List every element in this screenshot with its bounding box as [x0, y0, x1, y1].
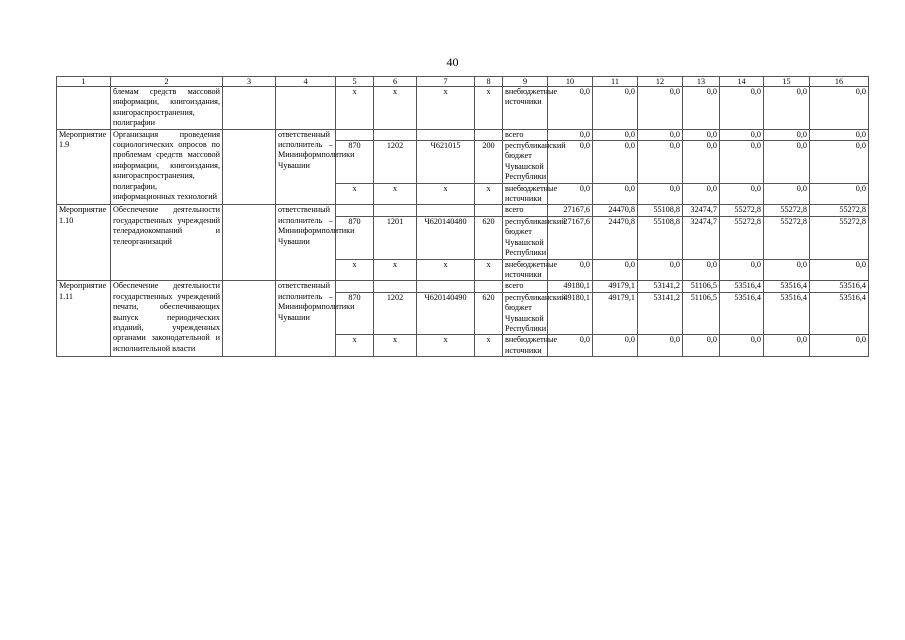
code-cell-5: x	[336, 183, 374, 205]
value-cell-12: 53141,2	[638, 292, 683, 335]
column-number-1: 1	[57, 77, 111, 87]
value-cell-16: 0,0	[810, 129, 869, 140]
code-cell-8: x	[475, 335, 503, 357]
code-cell-8: 200	[475, 141, 503, 184]
value-cell-13: 0,0	[683, 335, 720, 357]
column-number-2: 2	[111, 77, 223, 87]
activity-label-cell: Мероприятие 1.9	[57, 129, 111, 205]
funding-source-cell: республиканский бюджет Чувашской Республики	[503, 292, 548, 335]
executor-cell: ответственный исполнитель – Мининформполитики Чувашии	[276, 281, 336, 357]
value-cell-13: 0,0	[683, 141, 720, 184]
activity-name-cell: Организация проведения социологических опросов по проблемам средств массовой информации, книгоиздания, книгораспространения, полиграфии, информационных технологий	[111, 129, 223, 205]
activity-label-cell: Мероприятие 1.11	[57, 281, 111, 357]
activity-name-cell: Обеспечение деятельности государственных учреждений печати, обеспечивающих выпуск периодических изданий, учрежденных органами законодательной и исполнительной власти	[111, 281, 223, 357]
value-cell-11: 0,0	[593, 183, 638, 205]
column-number-8: 8	[475, 77, 503, 87]
value-cell-13: 0,0	[683, 183, 720, 205]
activity-row	[57, 129, 869, 140]
column-number-11: 11	[593, 77, 638, 87]
value-cell-10: 0,0	[548, 183, 593, 205]
value-cell-11: 24470,8	[593, 205, 638, 216]
funding-source-cell: внебюджетные источники	[503, 183, 548, 205]
funding-source-cell: внебюджетные источники	[503, 87, 548, 130]
code-cell-5	[336, 205, 374, 216]
code-cell-7	[417, 205, 475, 216]
value-cell-10: 0,0	[548, 335, 593, 357]
value-cell-16: 0,0	[810, 259, 869, 281]
code-cell-8: x	[475, 183, 503, 205]
value-cell-16: 0,0	[810, 335, 869, 357]
value-cell-13: 32474,7	[683, 205, 720, 216]
code-cell-7	[417, 129, 475, 140]
value-cell-11: 0,0	[593, 141, 638, 184]
code-cell-8: 620	[475, 216, 503, 259]
code-cell-8: x	[475, 259, 503, 281]
value-cell-11: 49179,1	[593, 292, 638, 335]
value-cell-15: 55272,8	[764, 205, 810, 216]
column-number-14: 14	[720, 77, 764, 87]
code-cell-7: x	[417, 87, 475, 130]
activity-name-cell: блемам средств массовой информации, книгоиздания, книгораспространения, полиграфии	[111, 87, 223, 130]
code-cell-6: 1202	[374, 292, 417, 335]
value-cell-15: 0,0	[764, 259, 810, 281]
code-cell-7: Ч620140480	[417, 216, 475, 259]
code-cell-6	[374, 129, 417, 140]
code-cell-7: Ч621015	[417, 141, 475, 184]
value-cell-11: 0,0	[593, 259, 638, 281]
value-cell-14: 53516,4	[720, 292, 764, 335]
activity-row	[57, 205, 869, 216]
value-cell-15: 0,0	[764, 129, 810, 140]
value-cell-15: 0,0	[764, 141, 810, 184]
code-cell-8: x	[475, 87, 503, 130]
funding-source-cell: республиканский бюджет Чувашской Республики	[503, 216, 548, 259]
empty-cell-3	[223, 87, 276, 130]
value-cell-10: 27167,6	[548, 205, 593, 216]
column-number-12: 12	[638, 77, 683, 87]
executor-cell	[276, 87, 336, 130]
funding-source-cell: всего	[503, 205, 548, 216]
value-cell-15: 53516,4	[764, 292, 810, 335]
funding-source-cell: внебюджетные источники	[503, 259, 548, 281]
column-number-7: 7	[417, 77, 475, 87]
value-cell-10: 27167,6	[548, 216, 593, 259]
column-number-3: 3	[223, 77, 276, 87]
funding-source-cell: республиканский бюджет Чувашской Республики	[503, 141, 548, 184]
value-cell-11: 0,0	[593, 129, 638, 140]
column-number-15: 15	[764, 77, 810, 87]
code-cell-8	[475, 205, 503, 216]
code-cell-8	[475, 129, 503, 140]
code-cell-6: 1202	[374, 141, 417, 184]
code-cell-6: x	[374, 87, 417, 130]
column-number-5: 5	[336, 77, 374, 87]
code-cell-5	[336, 281, 374, 292]
value-cell-14: 0,0	[720, 129, 764, 140]
code-cell-6	[374, 205, 417, 216]
value-cell-11: 0,0	[593, 87, 638, 130]
code-cell-7	[417, 281, 475, 292]
value-cell-14: 55272,8	[720, 205, 764, 216]
value-cell-11: 24470,8	[593, 216, 638, 259]
code-cell-8	[475, 281, 503, 292]
code-cell-7: x	[417, 335, 475, 357]
code-cell-5: x	[336, 335, 374, 357]
value-cell-12: 0,0	[638, 129, 683, 140]
value-cell-14: 0,0	[720, 141, 764, 184]
code-cell-7: Ч620140490	[417, 292, 475, 335]
value-cell-15: 0,0	[764, 87, 810, 130]
value-cell-12: 0,0	[638, 335, 683, 357]
value-cell-12: 0,0	[638, 259, 683, 281]
code-cell-5: x	[336, 87, 374, 130]
executor-cell: ответственный исполнитель – Мининформполитики Чувашии	[276, 129, 336, 205]
empty-cell-3	[223, 205, 276, 281]
column-number-6: 6	[374, 77, 417, 87]
value-cell-14: 0,0	[720, 87, 764, 130]
value-cell-13: 51106,5	[683, 292, 720, 335]
value-cell-15: 53516,4	[764, 281, 810, 292]
column-number-row	[57, 77, 869, 87]
value-cell-14: 55272,8	[720, 216, 764, 259]
value-cell-16: 55272,8	[810, 216, 869, 259]
value-cell-10: 0,0	[548, 129, 593, 140]
funding-source-cell: внебюджетные источники	[503, 335, 548, 357]
activity-label-cell	[57, 87, 111, 130]
value-cell-16: 53516,4	[810, 281, 869, 292]
activity-name-cell: Обеспечение деятельности государственных учреждений телерадиокомпаний и телеорганизаций	[111, 205, 223, 281]
value-cell-16: 0,0	[810, 87, 869, 130]
continuation-row	[57, 87, 869, 130]
value-cell-12: 0,0	[638, 87, 683, 130]
value-cell-14: 0,0	[720, 259, 764, 281]
value-cell-15: 0,0	[764, 335, 810, 357]
page-number: 40	[446, 55, 459, 69]
empty-cell-3	[223, 281, 276, 357]
column-number-9: 9	[503, 77, 548, 87]
value-cell-13: 0,0	[683, 129, 720, 140]
executor-cell: ответственный исполнитель – Мининформполитики Чувашии	[276, 205, 336, 281]
value-cell-16: 0,0	[810, 141, 869, 184]
activity-row	[57, 281, 869, 292]
code-cell-7: x	[417, 183, 475, 205]
empty-cell-3	[223, 129, 276, 205]
value-cell-10: 0,0	[548, 87, 593, 130]
value-cell-12: 0,0	[638, 183, 683, 205]
column-number-4: 4	[276, 77, 336, 87]
code-cell-6: 1201	[374, 216, 417, 259]
value-cell-14: 0,0	[720, 183, 764, 205]
value-cell-16: 53516,4	[810, 292, 869, 335]
code-cell-5	[336, 129, 374, 140]
value-cell-11: 49179,1	[593, 281, 638, 292]
code-cell-6	[374, 281, 417, 292]
value-cell-10: 0,0	[548, 141, 593, 184]
value-cell-13: 0,0	[683, 259, 720, 281]
budget-table	[56, 76, 869, 357]
value-cell-15: 0,0	[764, 183, 810, 205]
value-cell-13: 32474,7	[683, 216, 720, 259]
value-cell-11: 0,0	[593, 335, 638, 357]
value-cell-12: 55108,8	[638, 216, 683, 259]
code-cell-5: 870	[336, 292, 374, 335]
value-cell-14: 53516,4	[720, 281, 764, 292]
code-cell-6: x	[374, 335, 417, 357]
value-cell-16: 0,0	[810, 183, 869, 205]
code-cell-5: 870	[336, 141, 374, 184]
value-cell-12: 53141,2	[638, 281, 683, 292]
column-number-10: 10	[548, 77, 593, 87]
value-cell-13: 0,0	[683, 87, 720, 130]
code-cell-7: x	[417, 259, 475, 281]
value-cell-10: 49180,1	[548, 281, 593, 292]
column-number-16: 16	[810, 77, 869, 87]
code-cell-8: 620	[475, 292, 503, 335]
activity-label-cell: Мероприятие 1.10	[57, 205, 111, 281]
code-cell-6: x	[374, 259, 417, 281]
value-cell-16: 55272,8	[810, 205, 869, 216]
code-cell-5: 870	[336, 216, 374, 259]
value-cell-14: 0,0	[720, 335, 764, 357]
value-cell-10: 0,0	[548, 259, 593, 281]
value-cell-10: 49180,1	[548, 292, 593, 335]
code-cell-6: x	[374, 183, 417, 205]
funding-source-cell: всего	[503, 129, 548, 140]
funding-source-cell: всего	[503, 281, 548, 292]
value-cell-13: 51106,5	[683, 281, 720, 292]
code-cell-5: x	[336, 259, 374, 281]
value-cell-12: 0,0	[638, 141, 683, 184]
value-cell-15: 55272,8	[764, 216, 810, 259]
value-cell-12: 55108,8	[638, 205, 683, 216]
column-number-13: 13	[683, 77, 720, 87]
